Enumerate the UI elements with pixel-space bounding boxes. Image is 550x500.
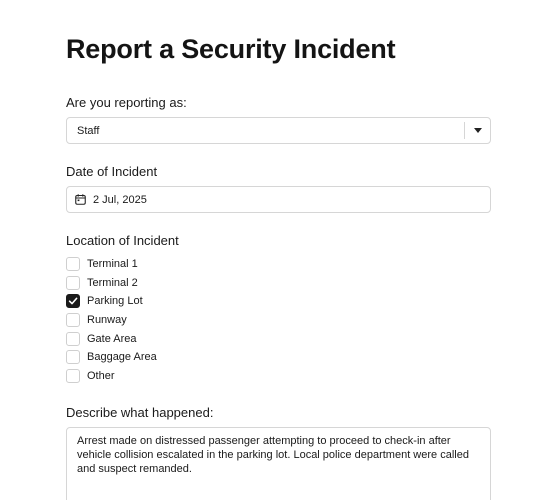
description-label: Describe what happened:: [66, 405, 214, 421]
reporting-as-label: Are you reporting as:: [66, 95, 187, 110]
checkbox[interactable]: [66, 369, 80, 383]
location-option-terminal-2[interactable]: [66, 274, 491, 293]
checkbox[interactable]: [66, 276, 80, 290]
checkbox[interactable]: [66, 332, 80, 346]
date-value: 2 Jul, 2025: [93, 193, 147, 206]
description-value: Arrest made on distressed passenger attempting to proceed to check-in after vehicle collision escalated in the parking lot. Local police department were called and suspect remanded.: [77, 435, 469, 476]
location-option-gate-area[interactable]: [66, 329, 491, 348]
date-section: [66, 164, 491, 213]
option-label: Other: [87, 369, 115, 382]
check-icon: [68, 296, 78, 306]
calendar-icon: [75, 194, 86, 205]
chevron-down-icon[interactable]: [465, 128, 490, 133]
option-label: Terminal 2: [87, 276, 138, 289]
reporting-as-value: Staff: [77, 124, 100, 137]
description-textarea[interactable]: [66, 427, 491, 500]
checkbox[interactable]: [66, 350, 80, 364]
option-label: Gate Area: [87, 332, 137, 345]
reporting-as-select[interactable]: [66, 117, 491, 144]
location-section: [66, 233, 491, 385]
checkbox[interactable]: [66, 257, 80, 271]
location-option-parking-lot[interactable]: [66, 292, 491, 311]
location-option-terminal-1[interactable]: [66, 255, 491, 274]
page-title: Report a Security Incident: [66, 34, 396, 64]
checkbox[interactable]: [66, 313, 80, 327]
checkbox[interactable]: [66, 294, 80, 308]
location-checkbox-group: [66, 255, 491, 385]
reporting-as-section: [66, 95, 491, 144]
option-label: Parking Lot: [87, 295, 143, 308]
option-label: Terminal 1: [87, 258, 138, 271]
option-label: Baggage Area: [87, 351, 157, 364]
date-field[interactable]: [66, 186, 491, 213]
date-label: Date of Incident: [66, 164, 158, 179]
location-option-runway[interactable]: [66, 311, 491, 330]
option-label: Runway: [87, 314, 127, 327]
location-label: Location of Incident: [66, 233, 179, 248]
location-option-baggage-area[interactable]: [66, 348, 491, 367]
description-section: [66, 405, 491, 500]
location-option-other[interactable]: [66, 367, 491, 386]
